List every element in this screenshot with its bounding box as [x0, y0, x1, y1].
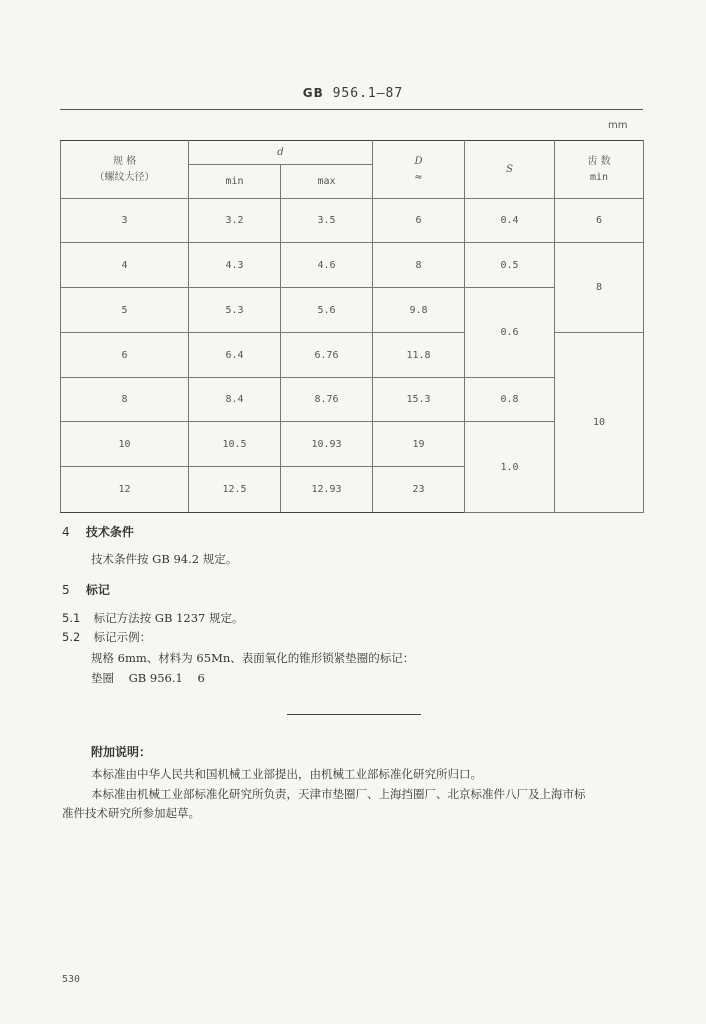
header-number: 956.1—87 — [332, 86, 404, 101]
cell-dmin: 10.5 — [189, 422, 281, 467]
cell-dmax: 3.5 — [281, 199, 373, 243]
unit-label: mm — [608, 120, 628, 131]
spec-table — [60, 140, 644, 513]
standard-header — [0, 86, 706, 101]
cell-S: 0.8 — [465, 378, 555, 422]
section-5-1 — [62, 610, 244, 626]
cell-dmax: 5.6 — [281, 288, 373, 333]
cell-dmin: 8.4 — [189, 378, 281, 422]
example-description: 规格 6mm、材料为 65Mn、表面氧化的锥形锁紧垫圈的标记： — [91, 651, 415, 665]
cell-spec: 12 — [61, 467, 189, 513]
cell-S: 0.4 — [465, 199, 555, 243]
header-d: d — [189, 141, 373, 165]
section-4-heading — [62, 523, 134, 540]
header-D-approx: ≈ — [414, 171, 423, 183]
page-number: 530 — [62, 974, 81, 985]
cell-spec: 3 — [61, 199, 189, 243]
cell-D: 8 — [373, 243, 465, 288]
cell-dmin: 5.3 — [189, 288, 281, 333]
cell-D: 6 — [373, 199, 465, 243]
header-code: GB — [302, 86, 324, 100]
note-title: 附加说明： — [91, 745, 152, 759]
cell-teeth: 6 — [555, 199, 644, 243]
note-line-2: 本标准由机械工业部标准化研究所负责，天津市垫圈厂、上海挡圈厂、北京标准件八厂及上海市标 — [91, 787, 586, 801]
header-D — [373, 141, 465, 199]
header-teeth — [555, 141, 644, 199]
header-rule — [60, 109, 643, 110]
cell-dmin: 6.4 — [189, 333, 281, 378]
section-number: 4 — [62, 525, 70, 539]
subsection-text: 标记示例： — [93, 630, 152, 644]
cell-dmax: 12.93 — [281, 467, 373, 513]
subsection-number: 5.2 — [62, 630, 81, 644]
cell-dmax: 10.93 — [281, 422, 373, 467]
cell-dmin: 12.5 — [189, 467, 281, 513]
note-line-3: 准件技术研究所参加起草。 — [62, 806, 200, 820]
subsection-text: 标记方法按 GB 1237 规定。 — [93, 611, 244, 625]
header-spec — [61, 141, 189, 199]
header-teeth-label: 齿 数 — [587, 155, 611, 167]
cell-teeth: 8 — [555, 243, 644, 333]
cell-S: 1.0 — [465, 422, 555, 513]
section-5-2 — [62, 629, 151, 645]
section-number: 5 — [62, 583, 70, 597]
cell-dmax: 8.76 — [281, 378, 373, 422]
cell-spec: 6 — [61, 333, 189, 378]
section-5-heading — [62, 581, 110, 598]
header-D-label: D — [414, 155, 423, 167]
header-spec-sub: （螺纹大径） — [94, 171, 155, 183]
subsection-number: 5.1 — [62, 611, 81, 625]
cell-spec: 5 — [61, 288, 189, 333]
cell-D: 15.3 — [373, 378, 465, 422]
header-d-min: min — [189, 165, 281, 199]
section-title: 标记 — [85, 583, 110, 597]
cell-D: 9.8 — [373, 288, 465, 333]
cell-dmin: 3.2 — [189, 199, 281, 243]
section-title: 技术条件 — [85, 525, 134, 539]
cell-spec: 8 — [61, 378, 189, 422]
header-spec-label: 规 格 — [112, 155, 137, 167]
cell-teeth: 10 — [555, 333, 644, 513]
cell-D: 23 — [373, 467, 465, 513]
note-line-1: 本标准由中华人民共和国机械工业部提出，由机械工业部标准化研究所归口。 — [91, 767, 482, 781]
cell-spec: 4 — [61, 243, 189, 288]
header-S: S — [465, 141, 555, 199]
cell-S: 0.5 — [465, 243, 555, 288]
cell-dmin: 4.3 — [189, 243, 281, 288]
cell-D: 11.8 — [373, 333, 465, 378]
header-d-max: max — [281, 165, 373, 199]
cell-S: 0.6 — [465, 288, 555, 378]
section-4-text: 技术条件按 GB 94.2 规定。 — [91, 552, 238, 566]
example-mark: 垫圈 GB 956.1 6 — [91, 671, 205, 685]
header-teeth-sub: min — [589, 171, 609, 183]
cell-dmax: 4.6 — [281, 243, 373, 288]
cell-dmax: 6.76 — [281, 333, 373, 378]
end-rule — [287, 714, 421, 715]
cell-spec: 10 — [61, 422, 189, 467]
cell-D: 19 — [373, 422, 465, 467]
